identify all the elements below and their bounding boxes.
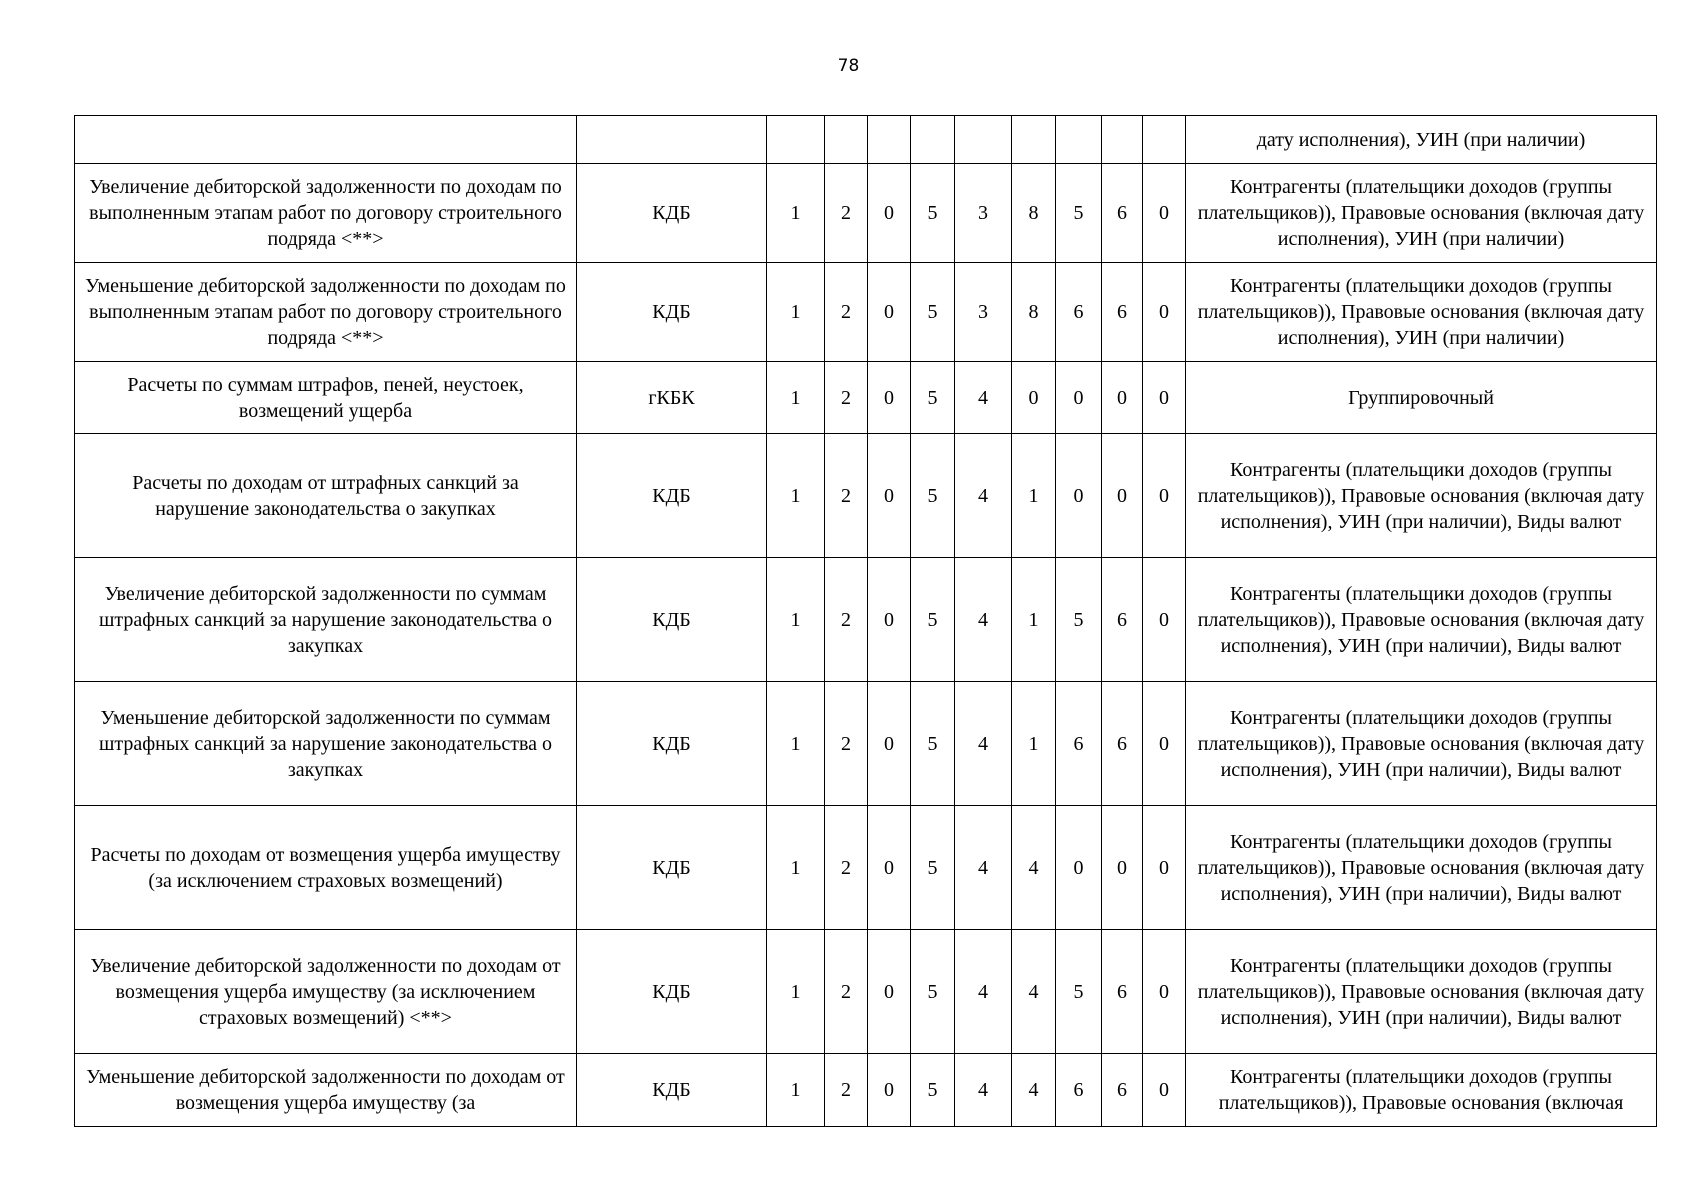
- account-name-cell: Увеличение дебиторской задолженности по суммам штрафных санкций за нарушение законодательства о закупках: [75, 558, 577, 682]
- account-digit-cell: 5: [911, 263, 955, 362]
- account-digit-cell: [955, 116, 1012, 164]
- analytics-cell: Контрагенты (плательщики доходов (группы плательщиков)), Правовые основания (включая дату исполнения), УИН (при наличии), Виды валют: [1186, 682, 1657, 806]
- table-row: [75, 1054, 1657, 1127]
- code-type-cell: КДБ: [577, 164, 767, 263]
- account-digit-cell: [868, 116, 911, 164]
- code-type-cell: [577, 116, 767, 164]
- account-digit-cell: 0: [1102, 362, 1143, 434]
- account-digit-cell: 0: [1143, 263, 1186, 362]
- account-digit-cell: 4: [1012, 1054, 1056, 1127]
- table-row: [75, 263, 1657, 362]
- account-digit-cell: 5: [911, 434, 955, 558]
- account-digit-cell: 6: [1102, 558, 1143, 682]
- account-digit-cell: 0: [1143, 930, 1186, 1054]
- table-row: [75, 558, 1657, 682]
- analytics-cell: дату исполнения), УИН (при наличии): [1186, 116, 1657, 164]
- account-digit-cell: 8: [1012, 164, 1056, 263]
- account-digit-cell: 4: [955, 930, 1012, 1054]
- table-row: [75, 164, 1657, 263]
- account-digit-cell: 3: [955, 263, 1012, 362]
- account-digit-cell: 1: [1012, 434, 1056, 558]
- account-digit-cell: 2: [825, 263, 868, 362]
- account-digit-cell: 2: [825, 930, 868, 1054]
- account-name-cell: Увеличение дебиторской задолженности по доходам от возмещения ущерба имуществу (за исключением страховых возмещений) <**>: [75, 930, 577, 1054]
- account-digit-cell: 5: [911, 164, 955, 263]
- account-digit-cell: 5: [911, 806, 955, 930]
- account-digit-cell: 0: [868, 362, 911, 434]
- account-digit-cell: 0: [1012, 362, 1056, 434]
- account-digit-cell: 5: [1056, 558, 1102, 682]
- account-digit-cell: 4: [955, 362, 1012, 434]
- analytics-cell: Контрагенты (плательщики доходов (группы плательщиков)), Правовые основания (включая дату исполнения), УИН (при наличии), Виды валют: [1186, 806, 1657, 930]
- account-digit-cell: 0: [868, 806, 911, 930]
- account-digit-cell: 0: [868, 263, 911, 362]
- account-digit-cell: [1102, 116, 1143, 164]
- account-digit-cell: 1: [767, 1054, 825, 1127]
- account-name-cell: Расчеты по суммам штрафов, пеней, неустоек, возмещений ущерба: [75, 362, 577, 434]
- account-digit-cell: 4: [955, 682, 1012, 806]
- page-number: 78: [837, 56, 860, 76]
- account-digit-cell: 8: [1012, 263, 1056, 362]
- account-digit-cell: 2: [825, 164, 868, 263]
- account-digit-cell: 6: [1102, 930, 1143, 1054]
- account-digit-cell: 1: [767, 362, 825, 434]
- account-digit-cell: 1: [1012, 558, 1056, 682]
- account-digit-cell: 4: [955, 558, 1012, 682]
- account-digit-cell: 1: [767, 806, 825, 930]
- table-row: [75, 116, 1657, 164]
- code-type-cell: КДБ: [577, 434, 767, 558]
- account-digit-cell: 1: [767, 930, 825, 1054]
- account-digit-cell: 0: [1102, 434, 1143, 558]
- account-digit-cell: 2: [825, 362, 868, 434]
- account-digit-cell: 0: [868, 164, 911, 263]
- account-digit-cell: 6: [1102, 263, 1143, 362]
- account-digit-cell: 0: [868, 558, 911, 682]
- code-type-cell: гКБК: [577, 362, 767, 434]
- account-digit-cell: 0: [1143, 558, 1186, 682]
- table-row: [75, 682, 1657, 806]
- account-digit-cell: 4: [955, 806, 1012, 930]
- account-digit-cell: 1: [1012, 682, 1056, 806]
- table-row: [75, 930, 1657, 1054]
- code-type-cell: КДБ: [577, 1054, 767, 1127]
- account-digit-cell: 2: [825, 806, 868, 930]
- table-row: [75, 362, 1657, 434]
- account-digit-cell: 5: [911, 362, 955, 434]
- account-digit-cell: 0: [1143, 806, 1186, 930]
- account-digit-cell: [911, 116, 955, 164]
- account-digit-cell: 4: [955, 434, 1012, 558]
- code-type-cell: КДБ: [577, 263, 767, 362]
- account-digit-cell: 2: [825, 558, 868, 682]
- account-digit-cell: 5: [911, 1054, 955, 1127]
- account-digit-cell: 5: [911, 930, 955, 1054]
- account-digit-cell: 0: [1056, 362, 1102, 434]
- code-type-cell: КДБ: [577, 682, 767, 806]
- account-digit-cell: 2: [825, 1054, 868, 1127]
- analytics-cell: Группировочный: [1186, 362, 1657, 434]
- account-digit-cell: 6: [1056, 1054, 1102, 1127]
- account-digit-cell: 0: [868, 682, 911, 806]
- code-type-cell: КДБ: [577, 558, 767, 682]
- account-name-cell: Расчеты по доходам от возмещения ущерба имуществу (за исключением страховых возмещений): [75, 806, 577, 930]
- account-digit-cell: 1: [767, 434, 825, 558]
- account-digit-cell: [767, 116, 825, 164]
- table-row: [75, 434, 1657, 558]
- analytics-cell: Контрагенты (плательщики доходов (группы плательщиков)), Правовые основания (включая дату исполнения), УИН (при наличии), Виды валют: [1186, 558, 1657, 682]
- account-digit-cell: 0: [1143, 164, 1186, 263]
- account-digit-cell: 5: [911, 558, 955, 682]
- account-digit-cell: 6: [1102, 1054, 1143, 1127]
- account-digit-cell: 0: [868, 930, 911, 1054]
- account-digit-cell: [1012, 116, 1056, 164]
- account-digit-cell: 1: [767, 164, 825, 263]
- account-name-cell: Увеличение дебиторской задолженности по доходам по выполненным этапам работ по договору строительного подряда <**>: [75, 164, 577, 263]
- analytics-cell: Контрагенты (плательщики доходов (группы плательщиков)), Правовые основания (включая дату исполнения), УИН (при наличии), Виды валют: [1186, 930, 1657, 1054]
- account-digit-cell: 3: [955, 164, 1012, 263]
- account-digit-cell: 5: [1056, 164, 1102, 263]
- account-digit-cell: 1: [767, 263, 825, 362]
- account-name-cell: Уменьшение дебиторской задолженности по суммам штрафных санкций за нарушение законодательства о закупках: [75, 682, 577, 806]
- account-digit-cell: 0: [868, 1054, 911, 1127]
- account-digit-cell: 2: [825, 434, 868, 558]
- account-digit-cell: 0: [1056, 434, 1102, 558]
- account-name-cell: Уменьшение дебиторской задолженности по доходам по выполненным этапам работ по договору строительного подряда <**>: [75, 263, 577, 362]
- account-digit-cell: 1: [767, 682, 825, 806]
- account-name-cell: [75, 116, 577, 164]
- account-digit-cell: 0: [1143, 362, 1186, 434]
- account-digit-cell: 5: [911, 682, 955, 806]
- account-digit-cell: 6: [1102, 682, 1143, 806]
- account-digit-cell: 2: [825, 682, 868, 806]
- account-digit-cell: 6: [1056, 263, 1102, 362]
- account-digit-cell: 0: [1143, 682, 1186, 806]
- code-type-cell: КДБ: [577, 930, 767, 1054]
- account-name-cell: Уменьшение дебиторской задолженности по доходам от возмещения ущерба имуществу (за: [75, 1054, 577, 1127]
- accounts-table: [74, 115, 1657, 1127]
- account-digit-cell: [1143, 116, 1186, 164]
- analytics-cell: Контрагенты (плательщики доходов (группы плательщиков)), Правовые основания (включая дату исполнения), УИН (при наличии), Виды валют: [1186, 434, 1657, 558]
- table-row: [75, 806, 1657, 930]
- account-digit-cell: 4: [955, 1054, 1012, 1127]
- analytics-cell: Контрагенты (плательщики доходов (группы плательщиков)), Правовые основания (включая: [1186, 1054, 1657, 1127]
- account-digit-cell: 0: [868, 434, 911, 558]
- account-digit-cell: 1: [767, 558, 825, 682]
- account-digit-cell: 4: [1012, 930, 1056, 1054]
- account-digit-cell: 0: [1056, 806, 1102, 930]
- code-type-cell: КДБ: [577, 806, 767, 930]
- account-name-cell: Расчеты по доходам от штрафных санкций за нарушение законодательства о закупках: [75, 434, 577, 558]
- analytics-cell: Контрагенты (плательщики доходов (группы плательщиков)), Правовые основания (включая дату исполнения), УИН (при наличии): [1186, 263, 1657, 362]
- analytics-cell: Контрагенты (плательщики доходов (группы плательщиков)), Правовые основания (включая дату исполнения), УИН (при наличии): [1186, 164, 1657, 263]
- account-digit-cell: 5: [1056, 930, 1102, 1054]
- account-digit-cell: [1056, 116, 1102, 164]
- account-digit-cell: [825, 116, 868, 164]
- account-digit-cell: 0: [1102, 806, 1143, 930]
- account-digit-cell: 6: [1056, 682, 1102, 806]
- account-digit-cell: 6: [1102, 164, 1143, 263]
- account-digit-cell: 0: [1143, 434, 1186, 558]
- table-body: [75, 116, 1657, 1127]
- account-digit-cell: 4: [1012, 806, 1056, 930]
- account-digit-cell: 0: [1143, 1054, 1186, 1127]
